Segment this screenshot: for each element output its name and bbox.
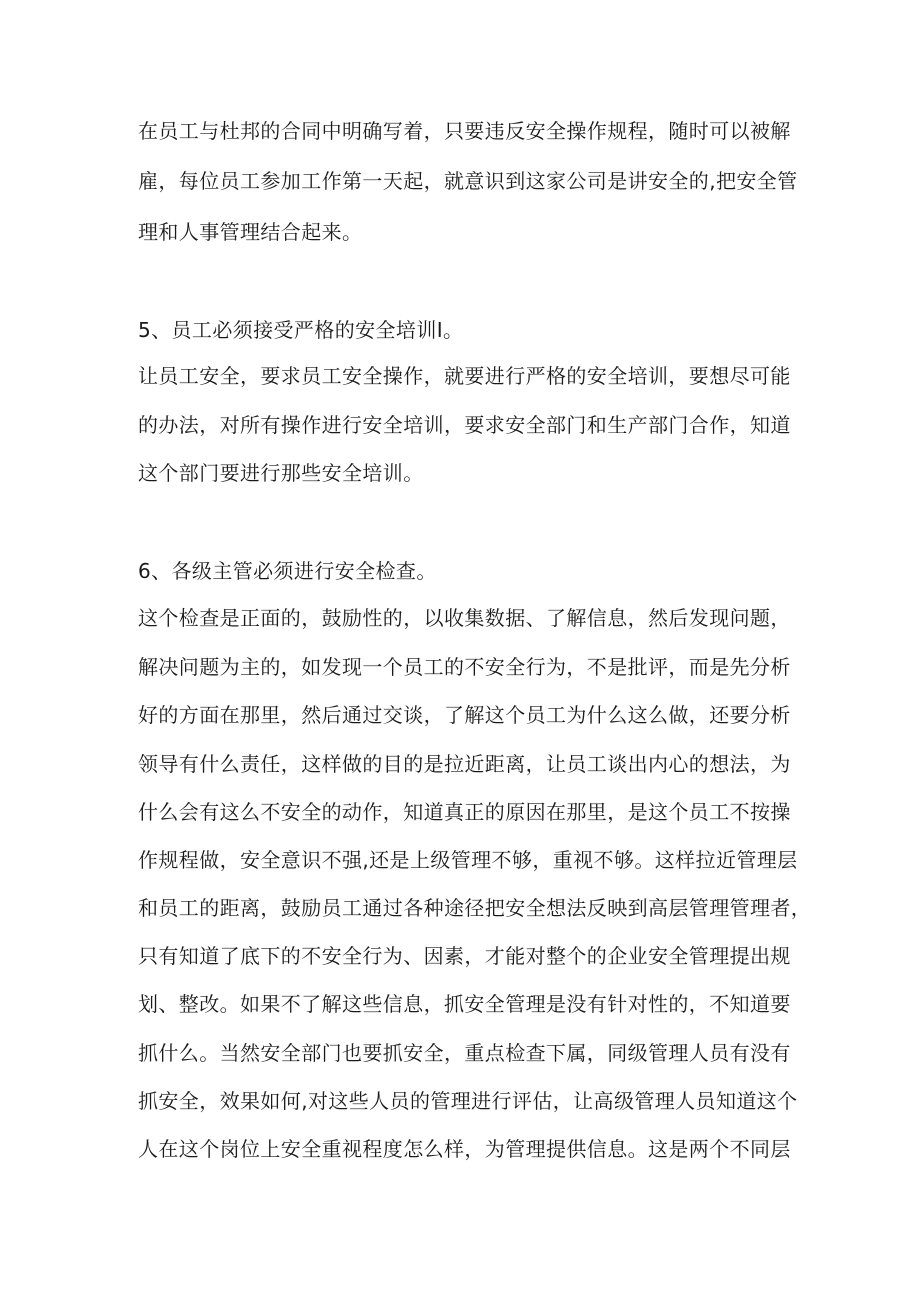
section-5-line-2: 的办法，对所有操作进行安全培训，要求安全部门和生产部门合作，知道 [138,413,791,437]
section-6-line-5: 什么会有这么不安全的动作，知道真正的原因在那里，是这个员工不按操 [138,800,791,824]
section-6-line-1: 这个检查是正面的，鼓励性的，以收集数据、了解信息，然后发现问题， [138,606,791,630]
section-6-line-8: 只有知道了底下的不安全行为、因素，才能对整个的企业安全管理提出规 [138,944,791,968]
section-6-heading: 6、各级主管必须进行安全检查。 [138,559,437,583]
section-6-line-10: 抓什么。当然安全部门也要抓安全，重点检查下属，同级管理人员有没有 [138,1041,791,1065]
section-5-line-1: 让员工安全，要求员工安全操作，就要进行严格的安全培训，要想尽可能 [138,364,791,388]
intro-line-2: 雇，每位员工参加工作第一天起，就意识到这家公司是讲安全的,把安全管 [138,169,798,193]
section-5-line-3: 这个部门要进行那些安全培训。 [138,461,424,485]
section-6-line-3: 好的方面在那里，然后通过交谈，了解这个员工为什么这么做，还要分析 [138,703,791,727]
section-6-line-7: 和员工的距离，鼓励员工通过各种途径把安全想法反映到高层管理管理者， [138,896,812,920]
section-6-line-9: 划、整改。如果不了解这些信息，抓安全管理是没有针对性的，不知道要 [138,992,791,1016]
section-6-line-12: 人在这个岗位上安全重视程度怎么样，为管理提供信息。这是两个不同层 [138,1137,791,1161]
section-6-line-4: 领导有什么责任，这样做的目的是拉近距离，让员工谈出内心的想法，为 [138,752,791,776]
section-6-line-2: 解决问题为主的，如发现一个员工的不安全行为，不是批评，而是先分析 [138,655,791,679]
intro-line-1: 在员工与杜邦的合同中明确写着，只要违反安全操作规程，随时可以被解 [138,119,791,143]
intro-line-3: 理和人事管理结合起来。 [138,220,363,244]
section-6-line-11: 抓安全，效果如何,对这些人员的管理进行评估，让高级管理人员知道这个 [138,1089,798,1113]
section-6-line-6: 作规程做，安全意识不强,还是上级管理不够，重视不够。这样拉近管理层 [138,848,798,872]
section-5-heading: 5、员工必须接受严格的安全培训I。 [138,318,464,342]
